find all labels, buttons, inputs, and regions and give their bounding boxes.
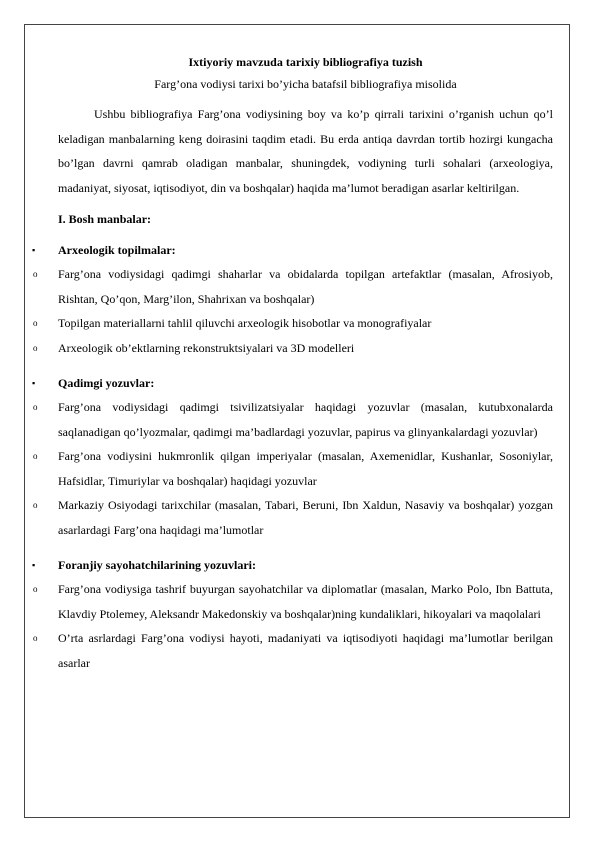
source-group-archaeology <box>32 242 553 360</box>
circle-bullet-icon: o <box>33 342 38 353</box>
list-item-text: Farg’ona vodiysini hukmronlik qilgan imperiyalar (masalan, Axemenidlar, Kushanlar, Sosoniylar, Hafsidlar, Timuriylar va boshqalar) haqidagi yozuvlar <box>58 449 553 488</box>
source-group-travellers <box>32 557 553 675</box>
list-item <box>33 493 553 542</box>
list-item <box>33 626 553 675</box>
group-title: Foranjiy sayohatchilarining yozuvlari: <box>58 558 256 572</box>
square-bullet-icon: ▪ <box>32 378 36 388</box>
list-item <box>33 444 553 493</box>
circle-bullet-icon: o <box>33 318 38 328</box>
list-item <box>33 262 553 311</box>
circle-bullet-icon: o <box>33 451 38 461</box>
list-item <box>33 577 553 626</box>
square-bullet-icon: ▪ <box>32 245 36 255</box>
circle-bullet-icon: o <box>33 500 38 510</box>
list-item-text: Farg’ona vodiysiga tashrif buyurgan sayohatchilar va diplomatlar (masalan, Marko Polo, Ibn Battuta, Klavdiy Ptolemey, Aleksandr Makedonskiy va boshqalar)ning kundaliklari, hikoyalari va maqolalari <box>58 582 553 621</box>
document-title: Ixtiyoriy mavzuda tarixiy bibliografiya tuzish <box>188 55 423 69</box>
section-heading: I. Bosh manbalar: <box>58 212 152 226</box>
intro-paragraph: Ushbu bibliografiya Farg’ona vodiysining boy va ko’p qirrali tarixini o’rganish uchun qo’l keladigan manbalarning keng doirasini taqdim etadi. Bu erda antiqa davrdan tortib hozirgi kungacha bo’lgan davrni qamrab oladigan manbalar, shuningdek, vodiyning turli sohalari (arxeologiya, madaniyat, siyosat, iqtisodiyot, din va boshqalar) haqida ma’lumot beradigan asarlar keltirilgan. <box>58 107 553 195</box>
circle-bullet-icon: o <box>33 402 38 412</box>
list-item-text: Farg’ona vodiysidagi qadimgi shaharlar va obidalarda topilgan artefaktlar (masalan, Afrosiyob, Rishtan, Qo’qon, Marg’ilon, Shahrixan va boshqalar) <box>58 267 553 306</box>
circle-bullet-icon: o <box>33 269 38 279</box>
list-item-text: Topilgan materiallarni tahlil qiluvchi arxeologik hisobotlar va monografiyalar <box>58 316 432 330</box>
list-item-text: Arxeologik ob’ektlarning rekonstruktsiyalari va 3D modelleri <box>58 340 355 355</box>
list-item-text: O’rta asrlardagi Farg’ona vodiysi hayoti, madaniyati va iqtisodiyoti haqidagi ma’lumotlar berilgan asarlar <box>58 631 553 670</box>
list-item-text: Markaziy Osiyodagi tarixchilar (masalan, Tabari, Beruni, Ibn Xaldun, Nasaviy va boshqalar) yozgan asarlardagi Farg’ona haqidagi ma’lumotlar <box>58 498 553 537</box>
square-bullet-icon: ▪ <box>32 560 36 570</box>
list-item-text: Farg’ona vodiysidagi qadimgi tsivilizatsiyalar haqidagi yozuvlar (masalan, kutubxonalarda saqlanadigan qo’lyozmalar, qadimgi ma’badlardagi yozuvlar, papirus va glinyankalardagi yozuvlar) <box>58 400 553 439</box>
group-title: Arxeologik topilmalar: <box>58 243 176 257</box>
group-title: Qadimgi yozuvlar: <box>58 376 155 390</box>
document-body <box>32 54 553 675</box>
circle-bullet-icon: o <box>33 633 38 643</box>
source-group-ancient-writings <box>32 375 553 542</box>
document-subtitle: Farg’ona vodiysi tarixi bo’yicha batafsil bibliografiya misolida <box>154 77 457 91</box>
circle-bullet-icon: o <box>33 584 38 594</box>
list-item <box>33 395 553 444</box>
list-item <box>33 311 553 336</box>
list-item <box>33 336 553 361</box>
